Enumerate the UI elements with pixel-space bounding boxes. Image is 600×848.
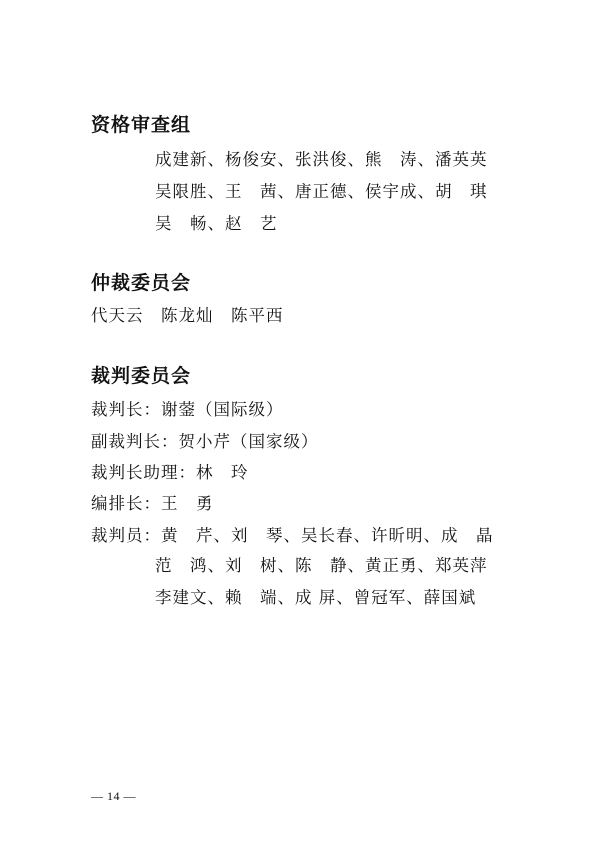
qualification-line: 吴限胜、王 茜、唐正德、侯宇成、胡 琪	[155, 182, 488, 201]
referee-line: 裁判长：谢蓥（国际级）	[91, 400, 284, 419]
page-number: — 14 —	[91, 789, 136, 803]
referee-line: 李建文、赖 端、成 屏、曾冠军、薛国斌	[155, 588, 477, 607]
section-heading-referee: 裁判委员会	[91, 365, 192, 387]
section-heading-qualification: 资格审查组	[91, 114, 192, 136]
referee-line: 范 鸿、刘 树、陈 静、黄正勇、郑英萍	[155, 556, 488, 575]
qualification-line: 吴 畅、赵 艺	[155, 214, 278, 233]
qualification-line: 成建新、杨俊安、张洪俊、熊 涛、潘英英	[155, 150, 488, 169]
referee-line: 裁判员：黄 芹、刘 琴、吴长春、许昕明、成 晶	[91, 526, 494, 545]
section-heading-arbitration: 仲裁委员会	[91, 272, 192, 294]
referee-line: 裁判长助理：林 玲	[91, 463, 249, 482]
arbitration-line: 代天云 陈龙灿 陈平西	[91, 306, 284, 325]
referee-line: 编排长：王 勇	[91, 494, 214, 513]
referee-line: 副裁判长：贺小芹（国家级）	[91, 432, 319, 451]
